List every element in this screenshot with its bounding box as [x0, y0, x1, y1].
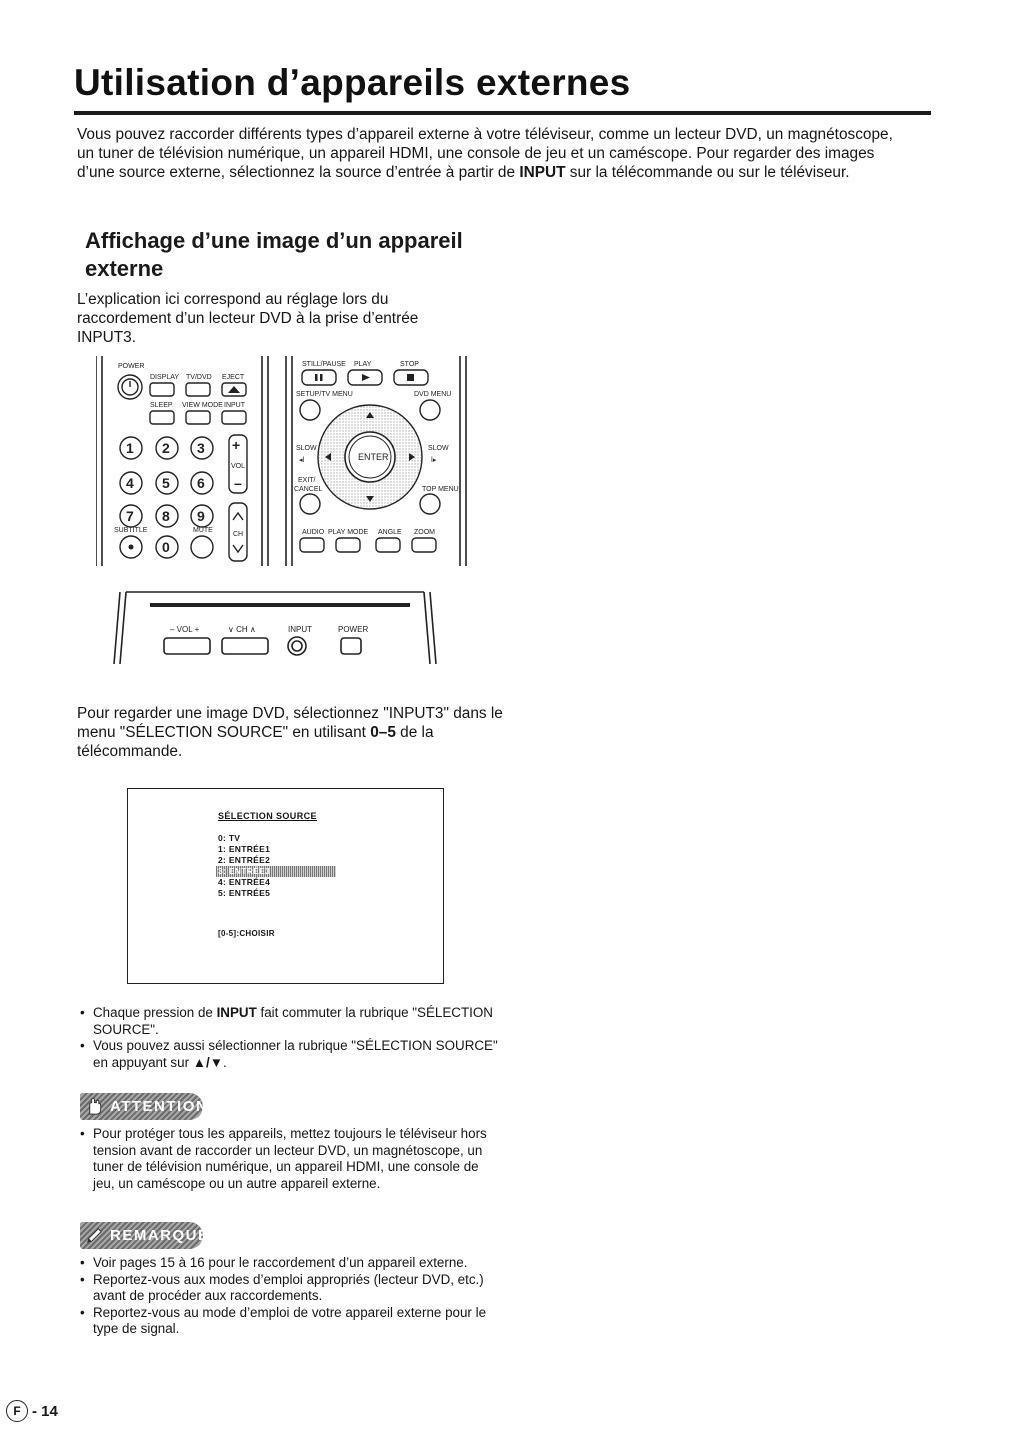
subtitle-dot-icon [129, 545, 134, 550]
panel-input-label: INPUT [288, 625, 312, 634]
hand-warning-icon [85, 1097, 104, 1116]
section-explanation: L’explication ici correspond au réglage lors du raccordement d’un lecteur DVD à la prise d’entrée INPUT3. [77, 291, 419, 346]
osd-hint: [0-5]:CHOISIR [218, 929, 275, 938]
stop-icon [407, 374, 414, 381]
dvd-keys-range: 0–5 [370, 724, 396, 741]
remarque-item-3: • Reportez-vous au mode d’emploi de votre appareil externe pour le type de signal. [80, 1305, 500, 1338]
exit-cancel-button [300, 494, 320, 514]
enter-label: ENTER [358, 452, 389, 462]
osd-source-list [218, 833, 336, 899]
attention-list [80, 1126, 500, 1192]
remarque-label: REMARQUE [110, 1227, 210, 1244]
ch-label: CH [233, 531, 244, 538]
zoom-button [412, 538, 436, 552]
osd-menu-title: SÉLECTION SOURCE [218, 811, 317, 821]
pause-icon [315, 374, 318, 381]
setup-menu-button [300, 400, 320, 420]
ch-down-icon [233, 545, 243, 552]
sleep-label: SLEEP [150, 402, 173, 409]
subtitle-label: SUBTITLE [114, 527, 148, 534]
digit-1: 1 [126, 440, 134, 456]
osd-item-input2: 2: ENTRÉE2 [218, 855, 271, 865]
intro-text-2: sur la télécommande ou sur le téléviseur. [565, 164, 850, 181]
digit-3: 3 [197, 440, 205, 456]
input-label: INPUT [224, 402, 245, 409]
play-label: PLAY [354, 361, 372, 368]
digit-4: 4 [126, 475, 134, 491]
panel-vol-button [164, 638, 210, 654]
dvd-text-2: de la télécommande. [77, 724, 434, 760]
mute-label: MUTE [193, 527, 213, 534]
vol-plus-icon: + [232, 437, 241, 453]
play-mode-button [336, 538, 360, 552]
dvd-menu-button [420, 400, 440, 420]
dvd-menu-label: DVD MENU [414, 391, 452, 398]
slow-right-label: SLOW [428, 445, 449, 452]
section-heading: Affichage d’une image d’un appareil externe [85, 228, 463, 281]
dvd-instruction-paragraph [77, 704, 517, 761]
tv-panel-illustration [112, 590, 462, 670]
panel-top-bar [150, 603, 410, 607]
audio-label: AUDIO [302, 529, 325, 536]
intro-paragraph [77, 125, 907, 182]
slow-left-label: SLOW [296, 445, 317, 452]
digit-9: 9 [197, 508, 205, 524]
play-icon [362, 374, 370, 381]
vol-label: VOL [231, 463, 246, 470]
dvd-text-1: Pour regarder une image DVD, sélectionnez "INPUT3" dans le menu "SÉLECTION SOURCE" en utilisant [77, 705, 503, 741]
intro-input-keyword: INPUT [519, 164, 566, 181]
remarque-item-2: • Reportez-vous aux modes d’emploi appropriés (lecteur DVD, etc.) avant de procéder aux raccordements. [80, 1272, 500, 1305]
mute-button [191, 536, 213, 558]
top-menu-button [420, 494, 440, 514]
digit-7: 7 [126, 508, 134, 524]
remarque-badge [80, 1222, 210, 1249]
osd-item-input5: 5: ENTRÉE5 [218, 888, 271, 898]
attention-label: ATTENTION [110, 1098, 209, 1115]
display-label: DISPLAY [150, 374, 180, 381]
power-button-icon [118, 375, 142, 399]
tv-dvd-button [186, 383, 210, 396]
panel-vol-label: – VOL + [170, 625, 200, 634]
view-mode-button [186, 411, 210, 424]
eject-label: EJECT [222, 374, 245, 381]
panel-ch-button [222, 638, 268, 654]
cancel-label: CANCEL [294, 486, 323, 493]
digit-5: 5 [162, 475, 170, 491]
vol-minus-icon: – [234, 475, 242, 491]
eject-icon [228, 386, 240, 393]
digit-0: 0 [162, 539, 170, 555]
tv-dvd-label: TV/DVD [186, 374, 212, 381]
panel-ch-label: ∨ CH ∧ [228, 625, 256, 634]
view-mode-label: VIEW MODE [182, 402, 223, 409]
ch-up-icon [233, 513, 243, 520]
play-mode-label: PLAY MODE [328, 529, 369, 536]
sleep-button [150, 411, 174, 424]
zoom-label: ZOOM [414, 529, 435, 536]
language-circle-icon: F [6, 1400, 28, 1422]
still-pause-label: STILL/PAUSE [302, 361, 346, 368]
panel-power-button [341, 638, 361, 654]
slow-left-icon: ◂ǀ [299, 457, 305, 464]
pencil-note-icon [85, 1226, 104, 1245]
title-rule [74, 111, 931, 115]
angle-label: ANGLE [378, 529, 402, 536]
display-button [150, 383, 174, 396]
menu-notes-list [80, 1005, 500, 1071]
stop-label: STOP [400, 361, 419, 368]
menu-note-2: • Vous pouvez aussi sélectionner la rubrique "SÉLECTION SOURCE" en appuyant sur ▲/▼. [80, 1038, 500, 1071]
panel-input-button [288, 637, 306, 655]
digit-8: 8 [162, 508, 170, 524]
setup-tv-menu-label: SETUP/TV MENU [296, 391, 353, 398]
osd-item-input3-selected: 3: ENTRÉE3 [216, 866, 336, 877]
top-menu-label: TOP MENU [422, 486, 459, 493]
audio-button [300, 538, 324, 552]
osd-item-input4: 4: ENTRÉE4 [218, 877, 271, 887]
slow-right-icon: ǀ▸ [431, 457, 437, 464]
remote-control-illustration [96, 352, 476, 572]
exit-label: EXIT/ [298, 477, 316, 484]
panel-power-label: POWER [338, 625, 369, 634]
input-button [222, 411, 246, 424]
power-label: POWER [118, 363, 145, 370]
page-footer [6, 1400, 58, 1422]
osd-item-tv: 0: TV [218, 833, 241, 843]
pause-button [302, 370, 336, 385]
angle-button [376, 538, 400, 552]
attention-badge [80, 1093, 209, 1120]
remarque-item-1: • Voir pages 15 à 16 pour le raccordement d’un appareil externe. [80, 1255, 500, 1272]
osd-item-input1: 1: ENTRÉE1 [218, 844, 271, 854]
menu-note-1: • Chaque pression de INPUT fait commuter la rubrique "SÉLECTION SOURCE". [80, 1005, 500, 1038]
attention-item: • Pour protéger tous les appareils, mettez toujours le téléviseur hors tension avant de raccorder un lecteur DVD, un magnétoscope, un tuner de télévision numérique, un appareil HDMI, une console de jeu, un caméscope ou un autre appareil externe. [80, 1126, 500, 1192]
digit-2: 2 [162, 440, 170, 456]
source-selection-menu-screen [127, 788, 444, 984]
remarque-list [80, 1255, 500, 1338]
page-number: - 14 [32, 1402, 58, 1420]
digit-6: 6 [197, 475, 205, 491]
page-title: Utilisation d’appareils externes [74, 62, 631, 103]
intro-text-1: Vous pouvez raccorder différents types d’appareil externe à votre téléviseur, comme un lecteur DVD, un magnétoscope, un tuner de télévision numérique, un appareil HDMI, une console de jeu et un caméscope. Pour regarder des images d’une source externe, sélectionnez la source d’entrée à partir de [77, 126, 893, 181]
